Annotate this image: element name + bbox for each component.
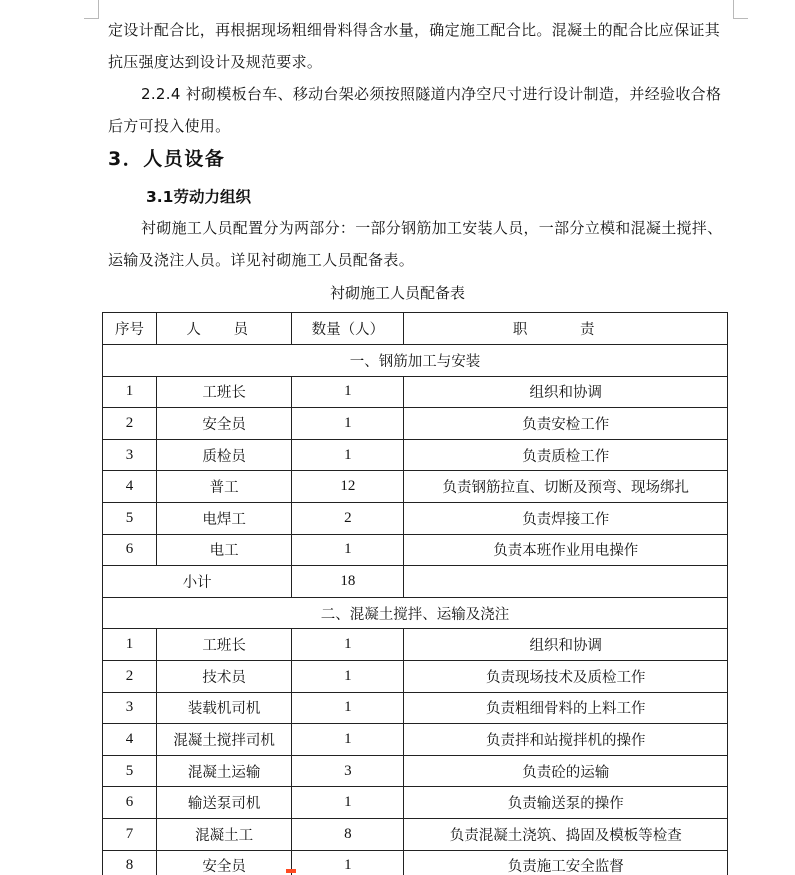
row-count: 1 <box>292 724 404 756</box>
paragraph-formwork-trolley: 2.2.4 衬砌模板台车、移动台架必须按照隧道内净空尺寸进行设计制造，并经验收合格后方可投入使用。 <box>108 85 722 135</box>
row-duty: 负责输送泵的操作 <box>404 787 728 819</box>
row-person: 装载机司机 <box>157 692 292 724</box>
row-duty: 组织和协调 <box>404 376 728 408</box>
row-duty: 负责现场技术及质检工作 <box>404 660 728 692</box>
row-count: 1 <box>292 534 404 566</box>
row-duty: 负责砼的运输 <box>404 755 728 787</box>
row-seq: 8 <box>103 850 157 875</box>
row-duty: 负责拌和站搅拌机的操作 <box>404 724 728 756</box>
row-seq: 1 <box>103 629 157 661</box>
group-title-row <box>103 345 728 377</box>
group2-title: 二、混凝土搅拌、运输及浇注 <box>103 597 728 629</box>
subtotal-row <box>103 566 728 598</box>
row-seq: 4 <box>103 471 157 503</box>
row-seq: 6 <box>103 787 157 819</box>
row-seq: 3 <box>103 439 157 471</box>
row-count: 1 <box>292 376 404 408</box>
header-person: 人 员 <box>157 313 292 345</box>
subtotal-empty-cell <box>404 566 728 598</box>
row-seq: 1 <box>103 376 157 408</box>
group-title-row <box>103 597 728 629</box>
subtotal-value: 18 <box>292 566 404 598</box>
subsection-heading-labor: 3.1劳动力组织 <box>146 188 251 206</box>
row-seq: 7 <box>103 818 157 850</box>
table-row <box>103 502 728 534</box>
left-margin-corner-mark <box>84 0 99 19</box>
table-row <box>103 471 728 503</box>
table-row <box>103 755 728 787</box>
row-duty: 负责安检工作 <box>404 408 728 440</box>
row-count: 1 <box>292 408 404 440</box>
row-person: 混凝土工 <box>157 818 292 850</box>
row-count: 1 <box>292 787 404 819</box>
table-caption: 衬砌施工人员配备表 <box>329 284 465 302</box>
table-row <box>103 850 728 875</box>
row-count: 1 <box>292 850 404 875</box>
row-person: 工班长 <box>157 376 292 408</box>
row-person: 电工 <box>157 534 292 566</box>
row-count: 1 <box>292 439 404 471</box>
header-seq: 序号 <box>103 313 157 345</box>
staff-table <box>102 312 728 875</box>
row-duty: 组织和协调 <box>404 629 728 661</box>
table-row <box>103 408 728 440</box>
row-duty: 负责质检工作 <box>404 439 728 471</box>
table-header-row <box>103 313 728 345</box>
table-row <box>103 376 728 408</box>
row-count: 2 <box>292 502 404 534</box>
row-count: 8 <box>292 818 404 850</box>
row-duty: 负责粗细骨料的上料工作 <box>404 692 728 724</box>
row-seq: 2 <box>103 408 157 440</box>
table-row <box>103 818 728 850</box>
row-seq: 5 <box>103 755 157 787</box>
table-row <box>103 787 728 819</box>
row-count: 1 <box>292 692 404 724</box>
row-duty: 负责钢筋拉直、切断及预弯、现场绑扎 <box>404 471 728 503</box>
row-person: 普工 <box>157 471 292 503</box>
group1-title: 一、钢筋加工与安装 <box>103 345 728 377</box>
row-seq: 3 <box>103 692 157 724</box>
right-margin-corner-mark <box>733 0 748 19</box>
row-duty: 负责焊接工作 <box>404 502 728 534</box>
row-person: 输送泵司机 <box>157 787 292 819</box>
subtotal-label: 小计 <box>103 566 292 598</box>
row-person: 技术员 <box>157 660 292 692</box>
row-person: 安全员 <box>157 850 292 875</box>
row-duty: 负责混凝土浇筑、捣固及模板等检查 <box>404 818 728 850</box>
row-person: 安全员 <box>157 408 292 440</box>
table-row <box>103 439 728 471</box>
cursor-marker <box>286 869 296 873</box>
row-count: 1 <box>292 629 404 661</box>
header-duty: 职 责 <box>404 313 728 345</box>
table-row <box>103 724 728 756</box>
row-person: 质检员 <box>157 439 292 471</box>
row-count: 3 <box>292 755 404 787</box>
row-duty: 负责本班作业用电操作 <box>404 534 728 566</box>
table-row <box>103 660 728 692</box>
paragraph-mix-ratio: 定设计配合比，再根据现场粗细骨料得含水量，确定施工配合比。混凝土的配合比应保证其抗压强度达到设计及规范要求。 <box>108 21 721 71</box>
row-count: 12 <box>292 471 404 503</box>
row-seq: 2 <box>103 660 157 692</box>
row-seq: 5 <box>103 502 157 534</box>
table-row <box>103 629 728 661</box>
table-row <box>103 534 728 566</box>
row-seq: 4 <box>103 724 157 756</box>
section-heading-personnel: 3．人员设备 <box>108 148 226 170</box>
row-person: 电焊工 <box>157 502 292 534</box>
table-row <box>103 692 728 724</box>
row-seq: 6 <box>103 534 157 566</box>
row-duty: 负责施工安全监督 <box>404 850 728 875</box>
row-person: 混凝土运输 <box>157 755 292 787</box>
row-person: 混凝土搅拌司机 <box>157 724 292 756</box>
row-count: 1 <box>292 660 404 692</box>
row-person: 工班长 <box>157 629 292 661</box>
paragraph-staff-config: 衬砌施工人员配置分为两部分：一部分钢筋加工安装人员，一部分立模和混凝土搅拌、运输及浇注人员。详见衬砌施工人员配备表。 <box>108 219 723 269</box>
header-count: 数量（人） <box>292 313 404 345</box>
